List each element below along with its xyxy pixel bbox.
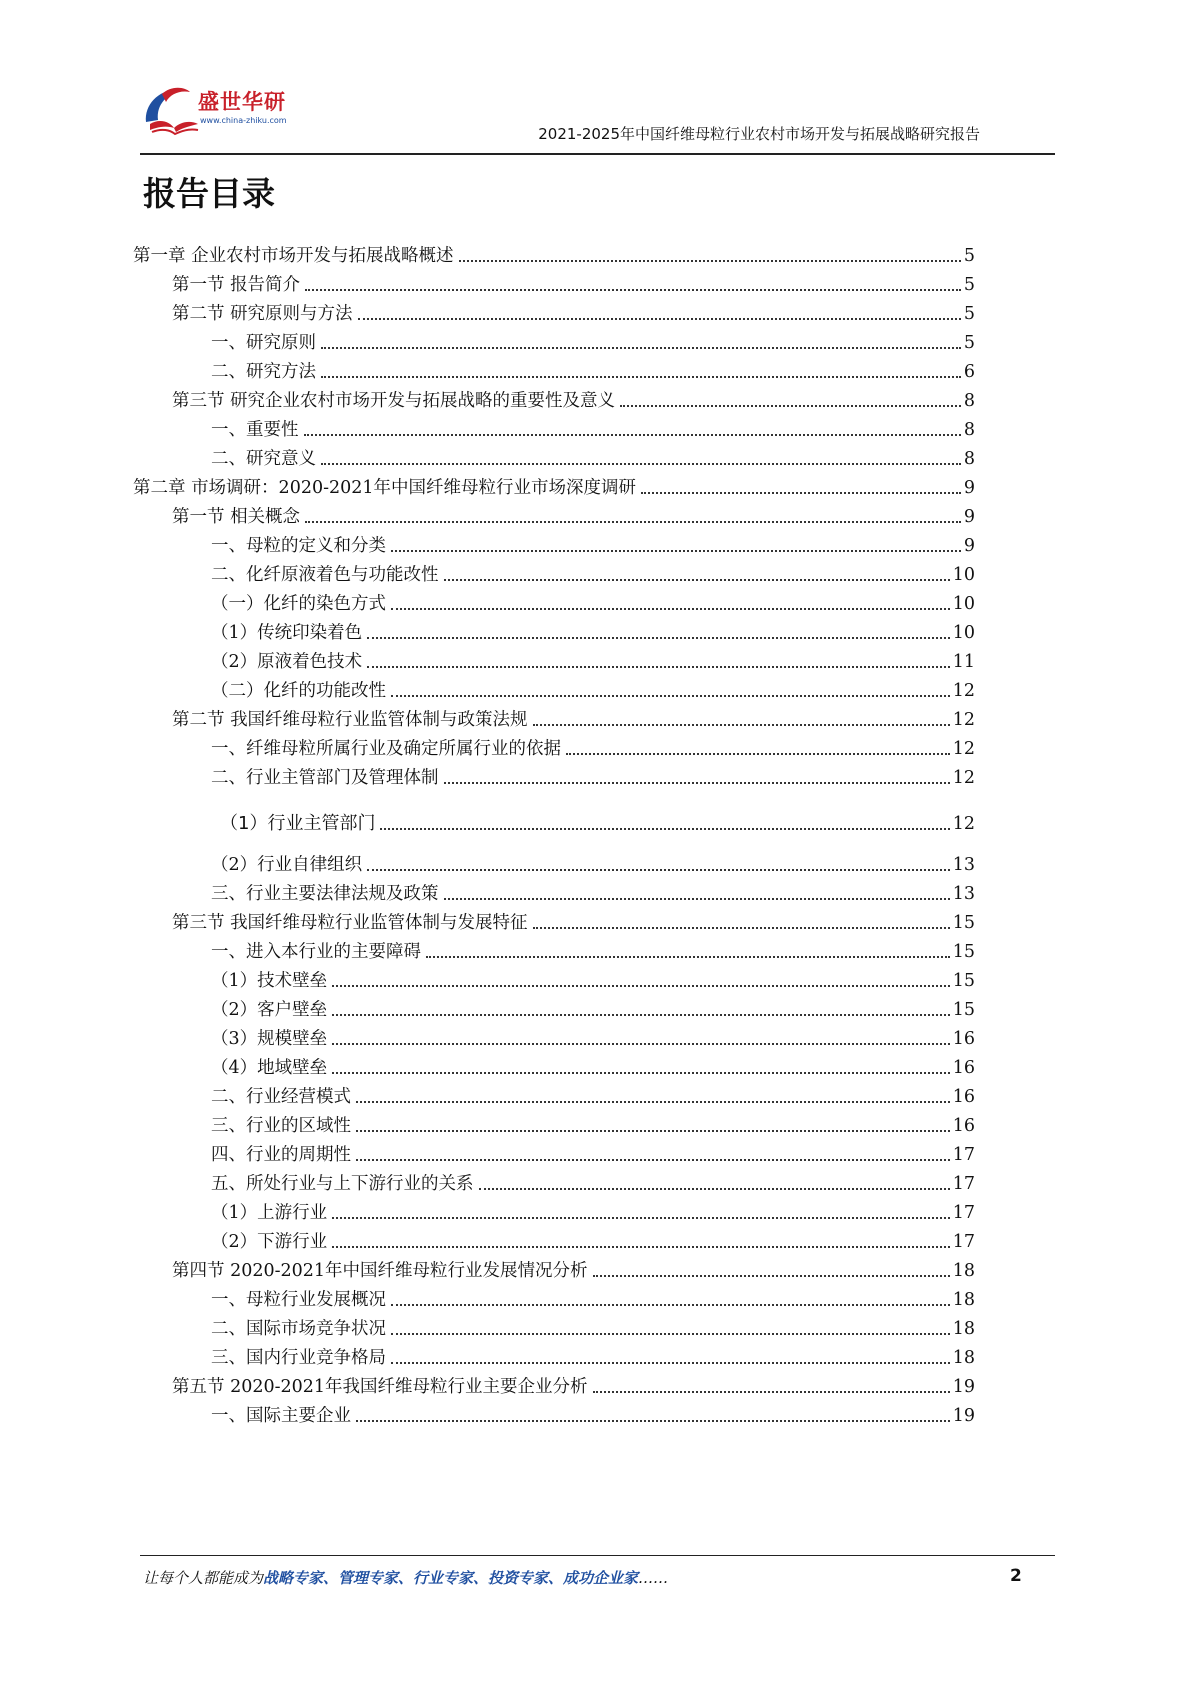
toc-entry-title: 第四节 2020-2021年中国纤维母粒行业发展情况分析 (172, 1261, 588, 1281)
toc-leader-dots (593, 1391, 950, 1393)
toc-entry-title: 五、所处行业与上下游行业的关系 (211, 1174, 474, 1194)
toc-leader-dots (367, 637, 950, 639)
toc-entry[interactable] (0, 702, 1191, 732)
toc-entry-title: 二、研究方法 (211, 362, 316, 382)
toc-entry-title: 二、国际市场竞争状况 (211, 1319, 386, 1339)
toc-entry-page: 12 (952, 768, 975, 788)
toc-entry-title: 二、化纤原液着色与功能改性 (211, 565, 439, 585)
toc-entry-title: 一、重要性 (211, 420, 299, 440)
toc-leader-dots (391, 608, 950, 610)
toc-entry-page: 15 (952, 1000, 975, 1020)
toc-leader-dots (391, 1304, 950, 1306)
toc-leader-dots (391, 695, 950, 697)
page-title: 报告目录 (143, 174, 275, 213)
toc-leader-dots (332, 1246, 950, 1248)
toc-entry[interactable] (0, 1253, 1191, 1283)
toc-leader-dots (356, 1130, 950, 1132)
toc-leader-dots (356, 1101, 950, 1103)
toc-entry[interactable] (0, 1398, 1191, 1428)
toc-leader-dots (391, 550, 961, 552)
toc-entry[interactable] (0, 528, 1191, 558)
toc-entry-page: 12 (952, 814, 975, 834)
toc-entry-page: 9 (963, 507, 975, 527)
toc-entry-title: （2）客户壁垒 (211, 1000, 328, 1020)
toc-entry-title: 第一章 企业农村市场开发与拓展战略概述 (133, 246, 454, 266)
toc-entry-title: 第二节 研究原则与方法 (172, 304, 353, 324)
toc-entry-page: 16 (952, 1087, 975, 1107)
footer-divider (140, 1555, 1055, 1556)
toc-entry-page: 8 (963, 420, 975, 440)
toc-entry-title: （2）下游行业 (211, 1232, 328, 1252)
toc-entry-title: （3）规模壁垒 (211, 1029, 328, 1049)
toc-entry-page: 19 (952, 1377, 975, 1397)
toc-leader-dots (391, 1362, 950, 1364)
toc-leader-dots (305, 521, 961, 523)
toc-entry-page: 15 (952, 942, 975, 962)
toc-entry-page: 9 (963, 536, 975, 556)
toc-entry[interactable] (0, 1224, 1191, 1254)
toc-entry-title: 第二节 我国纤维母粒行业监管体制与政策法规 (172, 710, 528, 730)
toc-entry-page: 12 (952, 681, 975, 701)
toc-leader-dots (367, 869, 950, 871)
logo-url: www.china-zhiku.com (200, 116, 287, 125)
toc-entry-title: 四、行业的周期性 (211, 1145, 351, 1165)
toc-entry[interactable] (0, 876, 1191, 906)
toc-entry[interactable] (0, 1108, 1191, 1138)
toc-entry-page: 9 (963, 478, 975, 498)
toc-entry[interactable] (0, 441, 1191, 471)
toc-entry[interactable] (0, 644, 1191, 674)
toc-entry[interactable] (0, 1166, 1191, 1196)
toc-entry[interactable] (0, 1050, 1191, 1080)
toc-entry-title: 第二章 市场调研：2020-2021年中国纤维母粒行业市场深度调研 (133, 478, 637, 498)
toc-entry-page: 10 (952, 594, 975, 614)
toc-entry-page: 8 (963, 449, 975, 469)
toc-entry-title: （1）上游行业 (211, 1203, 328, 1223)
toc-leader-dots (479, 1188, 950, 1190)
toc-leader-dots (356, 1420, 950, 1422)
toc-entry[interactable] (0, 1079, 1191, 1109)
toc-entry-page: 18 (952, 1261, 975, 1281)
toc-entry-title: （二）化纤的功能改性 (211, 681, 386, 701)
toc-entry-title: 二、行业经营模式 (211, 1087, 351, 1107)
toc-entry-title: 二、研究意义 (211, 449, 316, 469)
toc-entry-page: 16 (952, 1058, 975, 1078)
toc-leader-dots (332, 1217, 950, 1219)
toc-entry[interactable] (0, 412, 1191, 442)
toc-leader-dots (356, 1159, 950, 1161)
toc-entry-title: 一、进入本行业的主要障碍 (211, 942, 421, 962)
toc-entry[interactable] (0, 586, 1191, 616)
toc-entry-page: 13 (952, 855, 975, 875)
toc-entry-title: （一）化纤的染色方式 (211, 594, 386, 614)
toc-leader-dots (305, 289, 961, 291)
toc-entry[interactable] (0, 905, 1191, 935)
toc-entry[interactable] (0, 557, 1191, 587)
toc-entry-title: 一、母粒行业发展概况 (211, 1290, 386, 1310)
toc-leader-dots (533, 927, 950, 929)
slogan-highlight: 战略专家、管理专家、行业专家、投资专家、成功企业家 (263, 1569, 639, 1587)
toc-entry[interactable] (0, 760, 1191, 790)
toc-leader-dots (332, 1072, 950, 1074)
toc-entry-page: 10 (952, 565, 975, 585)
toc-entry-title: （2）行业自律组织 (211, 855, 363, 875)
toc-leader-dots (332, 1043, 950, 1045)
toc-entry-page: 5 (963, 304, 975, 324)
toc-entry-title: 一、母粒的定义和分类 (211, 536, 386, 556)
toc-leader-dots (566, 753, 950, 755)
footer-slogan (143, 1567, 668, 1588)
toc-entry-title: 一、国际主要企业 (211, 1406, 351, 1426)
toc-entry-title: （4）地域壁垒 (211, 1058, 328, 1078)
toc-leader-dots (444, 898, 950, 900)
toc-leader-dots (321, 347, 961, 349)
toc-entry[interactable] (0, 267, 1191, 297)
toc-entry-page: 5 (963, 333, 975, 353)
toc-entry[interactable] (0, 673, 1191, 703)
toc-leader-dots (321, 376, 961, 378)
toc-entry[interactable] (0, 470, 1191, 500)
toc-entry-page: 12 (952, 739, 975, 759)
toc-entry-page: 18 (952, 1290, 975, 1310)
toc-entry[interactable] (0, 806, 1191, 836)
toc-entry-title: 三、行业主要法律法规及政策 (211, 884, 439, 904)
toc-leader-dots (391, 1333, 950, 1335)
toc-entry[interactable] (0, 383, 1191, 413)
toc-entry-title: 三、行业的区域性 (211, 1116, 351, 1136)
toc-entry-page: 6 (963, 362, 975, 382)
toc-entry-page: 13 (952, 884, 975, 904)
toc-entry[interactable] (0, 934, 1191, 964)
toc-entry-page: 15 (952, 971, 975, 991)
toc-leader-dots (367, 666, 950, 668)
page-number: 2 (1010, 1566, 1022, 1586)
toc-entry[interactable] (0, 1340, 1191, 1370)
toc-entry-page: 17 (952, 1203, 975, 1223)
toc-entry-page: 8 (963, 391, 975, 411)
toc-entry-page: 5 (963, 275, 975, 295)
toc-entry-title: 第五节 2020-2021年我国纤维母粒行业主要企业分析 (172, 1377, 588, 1397)
toc-leader-dots (380, 828, 949, 830)
toc-entry-title: 第三节 研究企业农村市场开发与拓展战略的重要性及意义 (172, 391, 616, 411)
toc-entry[interactable] (0, 354, 1191, 384)
toc-entry[interactable] (0, 1311, 1191, 1341)
toc-entry-page: 17 (952, 1145, 975, 1165)
toc-leader-dots (444, 579, 950, 581)
toc-leader-dots (358, 318, 961, 320)
toc-entry-title: 一、纤维母粒所属行业及确定所属行业的依据 (211, 739, 561, 759)
toc-entry[interactable] (0, 1282, 1191, 1312)
slogan-prefix: 让每个人都能成为 (143, 1569, 264, 1587)
toc-entry[interactable] (0, 1369, 1191, 1399)
toc-leader-dots (620, 405, 961, 407)
toc-entry-title: （1）技术壁垒 (211, 971, 328, 991)
toc-entry-page: 16 (952, 1029, 975, 1049)
toc-entry-title: 第三节 我国纤维母粒行业监管体制与发展特征 (172, 913, 528, 933)
toc-entry[interactable] (0, 1021, 1191, 1051)
report-title: 2021-2025年中国纤维母粒行业农村市场开发与拓展战略研究报告 (538, 125, 980, 143)
toc-leader-dots (641, 492, 961, 494)
toc-entry-page: 18 (952, 1319, 975, 1339)
toc-entry[interactable] (0, 499, 1191, 529)
toc-entry[interactable] (0, 238, 1191, 268)
toc-entry[interactable] (0, 296, 1191, 326)
toc-leader-dots (321, 463, 961, 465)
toc-entry[interactable] (0, 847, 1191, 877)
toc-entry-title: （1）传统印染着色 (211, 623, 363, 643)
toc-entry-page: 11 (952, 652, 975, 672)
toc-entry-title: （2）原液着色技术 (211, 652, 363, 672)
toc-entry[interactable] (0, 1195, 1191, 1225)
toc-entry-page: 10 (952, 623, 975, 643)
toc-entry-title: 第一节 报告简介 (172, 275, 301, 295)
toc-entry[interactable] (0, 731, 1191, 761)
toc-entry-title: （1）行业主管部门 (220, 813, 376, 834)
toc-entry-page: 17 (952, 1174, 975, 1194)
toc-leader-dots (459, 260, 961, 262)
toc-entry-page: 15 (952, 913, 975, 933)
slogan-suffix: …… (638, 1569, 669, 1587)
toc-leader-dots (426, 956, 950, 958)
toc-leader-dots (332, 985, 950, 987)
toc-entry-page: 19 (952, 1406, 975, 1426)
toc-entry-page: 18 (952, 1348, 975, 1368)
toc-entry[interactable] (0, 963, 1191, 993)
toc-entry-title: 二、行业主管部门及管理体制 (211, 768, 439, 788)
toc-entry[interactable] (0, 325, 1191, 355)
toc-leader-dots (533, 724, 950, 726)
toc-leader-dots (593, 1275, 950, 1277)
toc-entry-title: 三、国内行业竞争格局 (211, 1348, 386, 1368)
toc-entry-title: 一、研究原则 (211, 333, 316, 353)
toc-entry-page: 5 (963, 246, 975, 266)
toc-leader-dots (332, 1014, 950, 1016)
toc-entry-page: 17 (952, 1232, 975, 1252)
logo-name: 盛世华研 (198, 90, 286, 114)
toc-entry-page: 12 (952, 710, 975, 730)
toc-leader-dots (304, 434, 961, 436)
toc-entry[interactable] (0, 1137, 1191, 1167)
toc-entry-page: 16 (952, 1116, 975, 1136)
toc-entry-title: 第一节 相关概念 (172, 507, 301, 527)
toc-leader-dots (444, 782, 950, 784)
toc-entry[interactable] (0, 615, 1191, 645)
toc-entry[interactable] (0, 992, 1191, 1022)
